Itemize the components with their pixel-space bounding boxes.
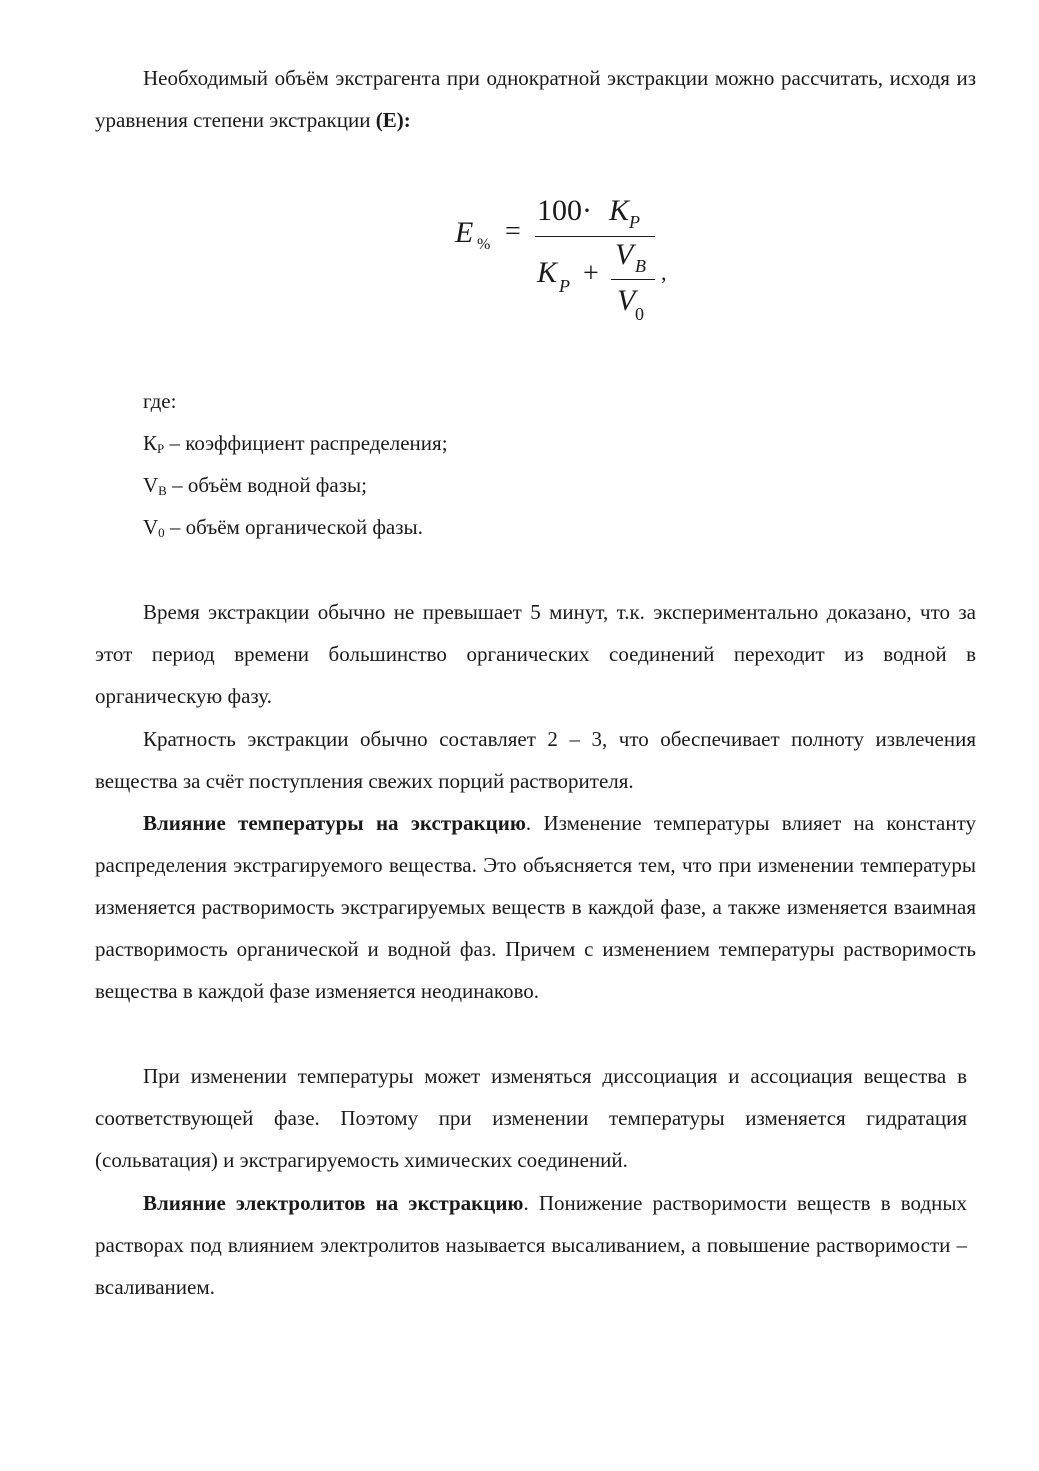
formula-lhs-sub: % (477, 236, 491, 253)
formula-v0-sub: 0 (635, 304, 644, 324)
formula-inner-bar (611, 279, 655, 280)
paragraph-dissociation: При изменении температуры может изменяться диссоциация и ассоциация вещества в соответствующей фазе. Поэтому при изменении температуры изменяется гидратация (сольватация) и экстрагируемость химических соединений. (95, 1064, 967, 1172)
formula-denominator-k: K (537, 256, 558, 289)
paragraph-extraction-time: Время экстракции обычно не превышает 5 минут, т.к. экспериментально доказано, что за этот период времени большинство органических соединений переходит из водной в органическую фазу. (95, 600, 976, 708)
legend-item-vb: $V_В$ – объём водной фазы; (143, 473, 367, 498)
formula-plus: + (583, 258, 599, 289)
formula-numerator-const: 100· (537, 194, 592, 227)
paragraph-extraction-multiplicity: Кратность экстракции обычно составляет 2 – 3, что обеспечивает полноту извлечения вещества за счёт поступления свежих порций растворителя. (95, 727, 976, 793)
formula-numerator-k: K (609, 194, 630, 227)
intro-paragraph: Необходимый объём экстрагента при однократной экстракции можно рассчитать, исходя из уравнения степени экстракции (E): (95, 66, 976, 132)
legend-where: где: (143, 389, 177, 413)
formula-denominator-k-sub: P (559, 276, 570, 296)
formula-numerator-k-sub: P (629, 212, 640, 232)
heading-electrolytes-influence: Влияние электролитов на экстракцию (143, 1191, 524, 1215)
formula-main-bar (535, 236, 655, 237)
formula-lhs-symbol: E (455, 216, 474, 249)
intro-bold-tail: (E): (375, 108, 411, 132)
formula-v0: V (617, 284, 636, 317)
legend-item-kp: $К_Р$ – коэффициент распределения; (143, 431, 448, 456)
heading-temperature-influence: Влияние температуры на экстракцию (143, 811, 526, 835)
formula-vb: V (615, 238, 634, 271)
paragraph-electrolytes-influence: Влияние электролитов на экстракцию. Понижение растворимости веществ в водных растворах под влиянием электролитов называется высаливанием, а повышение растворимости – всаливанием. (95, 1191, 967, 1299)
extraction-degree-formula (455, 190, 695, 330)
formula-vb-sub: B (635, 256, 646, 276)
formula-equals: = (505, 216, 521, 247)
formula-trailing-comma: , (661, 260, 667, 285)
legend-item-v0: $V_0$ – объём органической фазы. (143, 515, 423, 540)
paragraph-temperature-influence: Влияние температуры на экстракцию. Изменение температуры влияет на константу распределения экстрагируемого вещества. Это объясняется тем, что при изменении температуры изменяется растворимость экстрагируемых веществ в каждой фазе, а также изменяется взаимная растворимость органической и водной фаз. Причем с изменением температуры растворимость вещества в каждой фазе изменяется неодинаково. (95, 811, 976, 1003)
